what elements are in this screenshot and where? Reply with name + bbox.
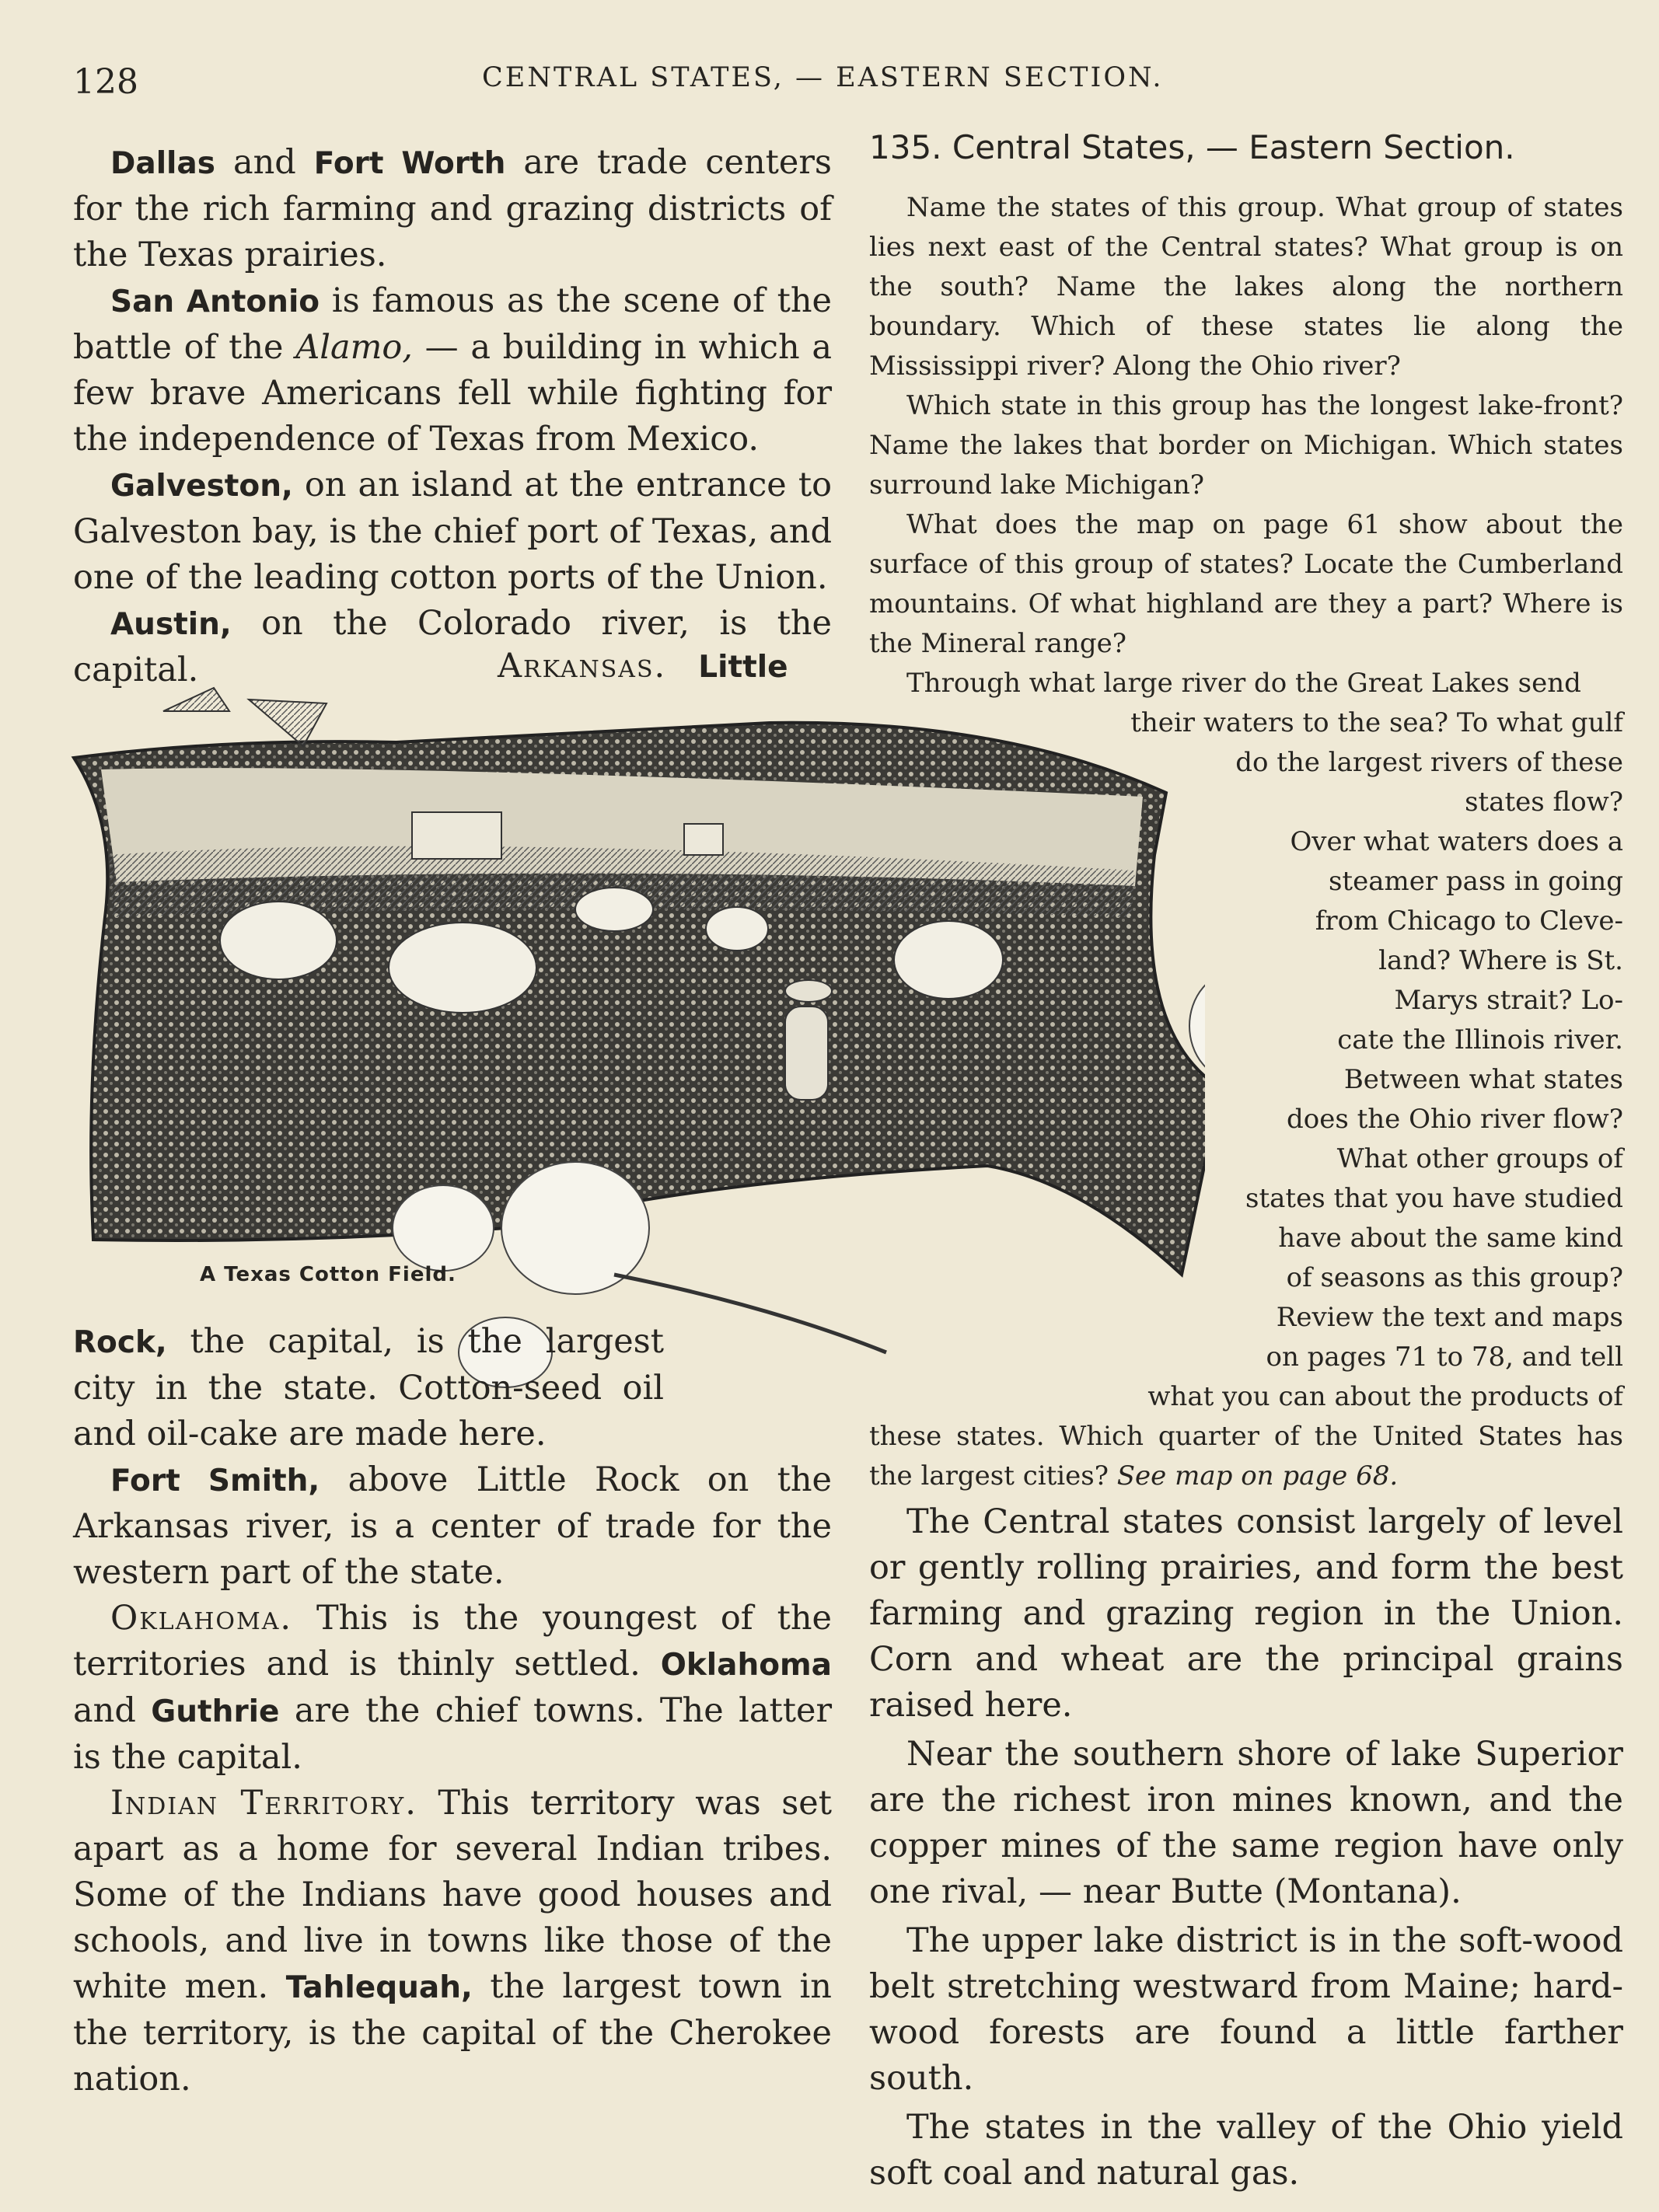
term-little: Little: [698, 650, 788, 685]
text: the largest town in the territory, is the capital of the Cherokee nation.: [73, 1967, 832, 2099]
left-column-top: [73, 140, 832, 693]
territory-indian: Indian Territory.: [110, 1784, 417, 1823]
paragraph-oklahoma: [73, 1596, 832, 1781]
text: the capital, is the largest city in the state. Cotton-seed oil and oil-cake are made here.: [73, 1322, 664, 1453]
term-alamo: Alamo,: [295, 328, 413, 367]
q4-line: land? Where is St.: [1378, 945, 1623, 976]
q4-line: states flow?: [1465, 787, 1623, 818]
paragraph-iron-mines: Near the southern shore of lake Superior are the richest iron mines known, and the copper mines of the same region have only one rival, — near Butte (Montana).: [869, 1735, 1623, 1911]
straw-hat: [785, 980, 832, 1002]
text: these states. Which quarter of the United States has the largest cities?: [869, 1421, 1623, 1492]
cotton-sack-1: [220, 902, 337, 979]
paragraph-galveston: [73, 462, 832, 601]
barn: [684, 824, 723, 855]
q4-line: of seasons as this group?: [1286, 1262, 1623, 1293]
q4-line: Through what large river do the Great Lakes send: [906, 668, 1581, 699]
state-arkansas: Arkansas.: [498, 647, 667, 686]
figure-caption: A Texas Cotton Field.: [200, 1263, 456, 1286]
state-oklahoma: Oklahoma.: [110, 1599, 293, 1638]
running-head: CENTRAL STATES, — EASTERN SECTION.: [482, 62, 1164, 93]
term-guthrie: Guthrie: [151, 1694, 280, 1729]
q4-line: on pages 71 to 78, and tell: [1266, 1342, 1623, 1373]
q4-line: their waters to the sea? To what gulf: [1130, 707, 1623, 738]
term-galveston: Galveston,: [110, 469, 293, 504]
section-heading: 135. Central States, — Eastern Section.: [869, 128, 1515, 166]
page-number: 128: [73, 62, 138, 102]
term-rock: Rock,: [73, 1325, 167, 1360]
q4-line: What other groups of: [1336, 1143, 1623, 1174]
q4-line: Marys strait? Lo-: [1394, 985, 1623, 1016]
questions-4-wrapped: [869, 664, 1623, 1417]
right-column: [869, 128, 1623, 2196]
cotton-sack-2: [389, 923, 536, 1013]
text: and: [73, 1691, 136, 1730]
left-column-lower: [73, 1319, 832, 2102]
arkansas-heading: [498, 647, 788, 686]
questions-2: Which state in this group has the longest lake-front? Name the lakes that border on Michigan. Which states surround lake Michigan?: [869, 390, 1623, 501]
paragraph-lake-district: The upper lake district is in the soft-wood belt stretching westward from Maine; hard-wood forests are found a little farther south.: [869, 1921, 1623, 2098]
paragraph-little-rock: [73, 1319, 664, 1457]
text: are the chief towns. The latter is the capital.: [73, 1691, 833, 1777]
paragraph-dallas: [73, 140, 832, 278]
term-tahlequah: Tahlequah,: [285, 1970, 473, 2005]
q4-line: from Chicago to Cleve-: [1315, 905, 1623, 937]
paragraph-central-states: The Central states consist largely of level or gently rolling prairies, and form the best farming and grazing region in the Union. Corn and wheat are the principal grains raised here.: [869, 1502, 1623, 1725]
paragraph-san-antonio: [73, 278, 832, 462]
q4-line: states that you have studied: [1245, 1183, 1623, 1214]
paragraph-indian-territory: [73, 1781, 832, 2102]
questions-1: Name the states of this group. What group of states lies next east of the Central states? What group is on the south? Name the lakes along the northern boundary. Which of these states lie along the Mississippi river? Along the Ohio river?: [869, 192, 1623, 382]
cotton-boll-1: [501, 1162, 649, 1294]
text: This territory was set apart as a home for several Indian tribes. Some of the Indians have good houses and schools, and live in towns like those of the white men.: [73, 1784, 832, 2006]
questions-3: What does the map on page 61 show about the surface of this group of states? Locate the Cumberland mountains. Of what highland are they a part? Where is the Mineral range?: [869, 509, 1623, 659]
cotton-sack-3: [575, 888, 653, 931]
text: on an island at the entrance to Galveston bay, is the chief port of Texas, and one of the leading cotton ports of the Union.: [73, 466, 832, 597]
questions-4-tail: [869, 1417, 1623, 1496]
term-austin: Austin,: [110, 607, 232, 642]
q4-line: does the Ohio river flow?: [1286, 1104, 1623, 1135]
q4-line: Over what waters does a: [1290, 826, 1623, 857]
text: This is the youngest of the territories and is thinly settled.: [73, 1599, 833, 1683]
cotton-boll-2: [393, 1185, 494, 1271]
cotton-sack-4: [706, 907, 768, 951]
q4-line: steamer pass in going: [1328, 866, 1623, 897]
q4-line: have about the same kind: [1278, 1223, 1623, 1254]
q4-line: what you can about the products of: [1147, 1381, 1623, 1412]
text: is famous as the scene of the battle of the: [73, 281, 832, 367]
text: on the Colorado river, is the capital.: [73, 604, 832, 689]
text: — a building in which a few brave Americans fell while fighting for the independence of Texas from Mexico.: [73, 328, 833, 459]
map-reference: See map on page 68.: [1116, 1460, 1399, 1492]
cotton-leaf-top: [163, 688, 327, 746]
q4-line: Between what states: [1343, 1064, 1623, 1095]
term-fort-smith: Fort Smith,: [110, 1464, 320, 1499]
text: above Little Rock on the Arkansas river, is a center of trade for the western part of the state.: [73, 1460, 832, 1592]
farmhouse: [412, 812, 501, 859]
paragraph-fort-smith: [73, 1457, 832, 1596]
text: and: [232, 143, 296, 182]
q4-line: do the largest rivers of these: [1235, 747, 1623, 778]
field-worker: [785, 1007, 828, 1100]
term-san-antonio: San Antonio: [110, 284, 320, 319]
q4-line: cate the Illinois river.: [1337, 1024, 1623, 1055]
text: are trade centers for the rich farming and grazing districts of the Texas prairies.: [73, 143, 832, 274]
term-fort-worth: Fort Worth: [313, 146, 506, 181]
term-oklahoma-city: Oklahoma: [660, 1648, 832, 1683]
q4-line: Review the text and maps: [1276, 1302, 1623, 1333]
term-dallas: Dallas: [110, 146, 215, 181]
paragraph-ohio-valley: The states in the valley of the Ohio yield soft coal and natural gas.: [869, 2108, 1623, 2193]
